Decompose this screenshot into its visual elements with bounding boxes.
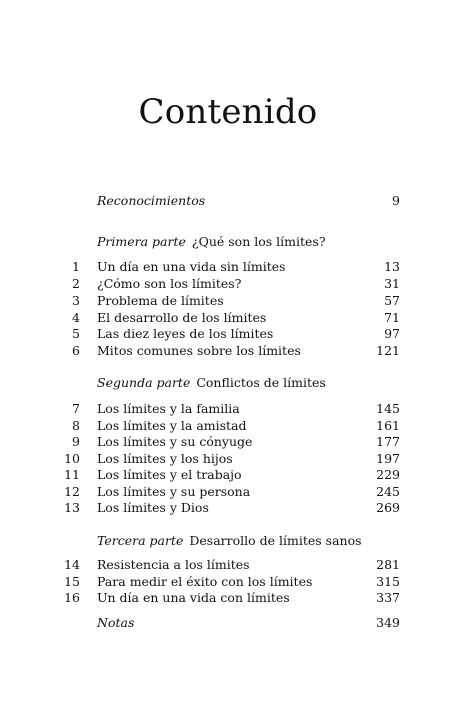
toc-row — [0, 325, 456, 343]
toc-row — [0, 556, 456, 574]
toc-row — [0, 258, 456, 276]
chapter-title: Los límites y Dios — [97, 500, 209, 515]
part-header-3 — [0, 532, 456, 550]
toc-row — [0, 433, 456, 451]
toc-row-reconocimientos — [0, 192, 456, 210]
part-title: ¿Qué son los límites? — [191, 234, 326, 249]
toc-page-number: 31 — [384, 276, 400, 291]
chapter-title: Resistencia a los límites — [97, 557, 250, 572]
chapter-number: 8 — [72, 418, 80, 433]
toc-page-number: 145 — [376, 401, 400, 416]
toc-entry-label: Notas — [97, 615, 135, 630]
chapter-number: 3 — [72, 293, 80, 308]
part-title: Desarrollo de límites sanos — [189, 533, 362, 548]
chapter-number: 12 — [64, 484, 80, 499]
part-label: Primera parte — [97, 234, 186, 249]
chapter-number: 14 — [64, 557, 80, 572]
toc-page-number: 269 — [376, 500, 400, 515]
chapter-title: Un día en una vida con límites — [97, 590, 290, 605]
chapter-title: Los límites y el trabajo — [97, 467, 242, 482]
chapter-title: El desarrollo de los límites — [97, 310, 267, 325]
toc-row — [0, 589, 456, 607]
chapter-title: Problema de límites — [97, 293, 224, 308]
chapter-title: Los límites y su cónyuge — [97, 434, 253, 449]
chapter-number: 5 — [72, 326, 80, 341]
chapter-title: Un día en una vida sin límites — [97, 259, 286, 274]
toc-page-number: 349 — [376, 615, 400, 630]
toc-page-number: 161 — [376, 418, 400, 433]
chapter-title: Los límites y la amistad — [97, 418, 247, 433]
toc-row-notas — [0, 614, 456, 632]
toc-page-number: 71 — [384, 310, 400, 325]
toc-page-number: 177 — [376, 434, 400, 449]
chapter-title: Los límites y la familia — [97, 401, 240, 416]
toc-page-number: 97 — [384, 326, 400, 341]
chapter-number: 13 — [64, 500, 80, 515]
toc-row — [0, 466, 456, 484]
chapter-number: 10 — [64, 451, 80, 466]
chapter-number: 9 — [72, 434, 80, 449]
toc-row — [0, 275, 456, 293]
chapter-title: Los límites y los hijos — [97, 451, 233, 466]
chapter-number: 2 — [72, 276, 80, 291]
toc-page-number: 197 — [376, 451, 400, 466]
chapter-title: Los límites y su persona — [97, 484, 251, 499]
toc-row — [0, 499, 456, 517]
toc-page-number: 281 — [376, 557, 400, 572]
chapter-number: 4 — [72, 310, 80, 325]
chapter-number: 11 — [64, 467, 80, 482]
toc-page-number: 245 — [376, 484, 400, 499]
chapter-number: 15 — [64, 574, 80, 589]
toc-page-number: 337 — [376, 590, 400, 605]
toc-row — [0, 292, 456, 310]
chapter-title: ¿Cómo son los límites? — [97, 276, 242, 291]
toc-page-number: 315 — [376, 574, 400, 589]
toc-page-number: 9 — [392, 193, 400, 208]
part-label: Segunda parte — [97, 375, 191, 390]
chapter-title: Las diez leyes de los límites — [97, 326, 274, 341]
chapter-number: 6 — [72, 343, 80, 358]
chapter-number: 7 — [72, 401, 80, 416]
part-title: Conflictos de límites — [196, 375, 326, 390]
toc-entry-label: Reconocimientos — [97, 193, 206, 208]
page-title: Contenido — [138, 92, 318, 132]
toc-row — [0, 400, 456, 418]
chapter-title: Mitos comunes sobre los límites — [97, 343, 301, 358]
part-label: Tercera parte — [97, 533, 184, 548]
part-header-1 — [0, 233, 456, 251]
toc-page-number: 229 — [376, 467, 400, 482]
part-header-2 — [0, 374, 456, 392]
chapter-number: 16 — [64, 590, 80, 605]
toc-page-number: 121 — [376, 343, 400, 358]
toc-row — [0, 342, 456, 360]
chapter-number: 1 — [72, 259, 80, 274]
toc-page-number: 57 — [384, 293, 400, 308]
chapter-title: Para medir el éxito con los límites — [97, 574, 313, 589]
toc-page-number: 13 — [384, 259, 400, 274]
